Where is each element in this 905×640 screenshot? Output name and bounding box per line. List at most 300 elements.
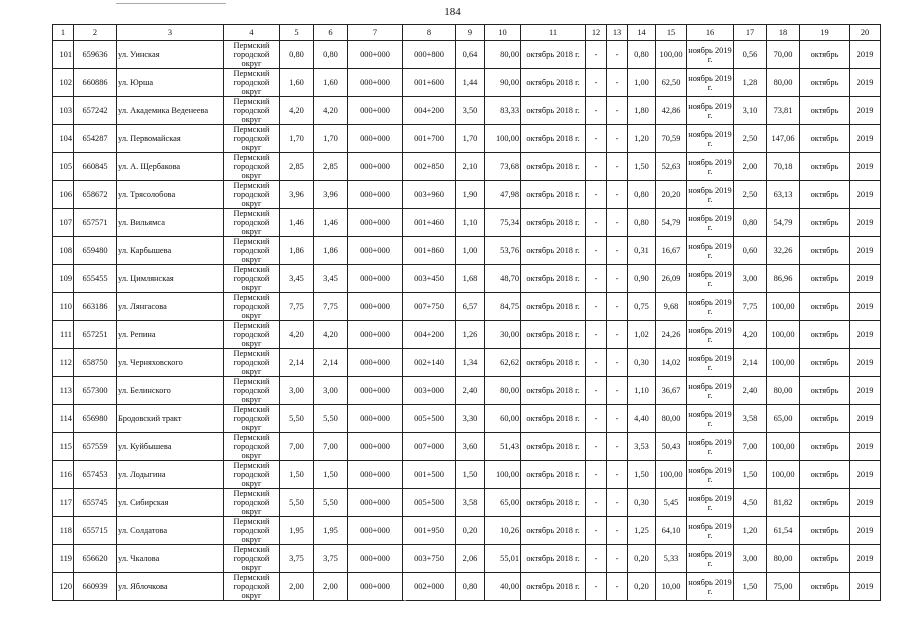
table-cell: 14,02 [656,349,687,377]
table-cell: 5,50 [280,405,314,433]
table-cell: - [607,545,628,573]
table-cell: 7,75 [280,293,314,321]
table-cell: 003+960 [403,181,456,209]
table-cell: 42,86 [656,97,687,125]
table-cell: 3,45 [280,265,314,293]
table-cell: 2,10 [456,153,485,181]
table-cell: 004+200 [403,321,456,349]
table-cell: 1,28 [734,69,767,97]
table-cell: 2,14 [734,349,767,377]
table-cell: 1,20 [734,517,767,545]
table-row [53,349,881,377]
table-cell: 55,01 [485,545,521,573]
table-cell: - [586,293,607,321]
table-cell: 105 [53,153,74,181]
table-cell: 3,00 [734,545,767,573]
table-cell: 7,75 [314,293,348,321]
table-cell: 3,30 [456,405,485,433]
table-cell: 54,79 [767,209,800,237]
table-cell: 003+450 [403,265,456,293]
table-cell: ул. Лянгасова [117,293,224,321]
table-cell: 3,00 [734,265,767,293]
table-cell: 1,44 [456,69,485,97]
table-cell: ноябрь 2019 г. [687,377,734,405]
table-cell: 1,46 [314,209,348,237]
table-cell: ул. Первомайская [117,125,224,153]
table-cell: 655455 [74,265,117,293]
table-cell: 2019 [850,573,881,601]
table-cell: 100,00 [767,293,800,321]
table-cell: 001+500 [403,461,456,489]
table-cell: - [607,237,628,265]
table-cell: Пермский городской округ [224,125,280,153]
table-cell: 002+140 [403,349,456,377]
table-cell: - [607,265,628,293]
table-cell: 0,80 [628,41,656,69]
table-cell: - [607,461,628,489]
table-cell: октябрь 2018 г. [521,181,586,209]
table-cell: октябрь [800,545,850,573]
table-cell: 86,96 [767,265,800,293]
table-cell: ноябрь 2019 г. [687,489,734,517]
table-cell: ул. Куйбышева [117,433,224,461]
table-cell: октябрь 2018 г. [521,377,586,405]
table-row [53,545,881,573]
table-cell: ноябрь 2019 г. [687,293,734,321]
column-header: 3 [117,25,224,41]
table-cell: - [586,517,607,545]
table-cell: 0,30 [628,489,656,517]
table-cell: Пермский городской округ [224,461,280,489]
table-row [53,573,881,601]
table-row [53,321,881,349]
table-row [53,433,881,461]
table-cell: - [586,181,607,209]
table-cell: октябрь 2018 г. [521,545,586,573]
table-cell: - [586,433,607,461]
table-cell: ноябрь 2019 г. [687,69,734,97]
table-cell: - [586,461,607,489]
table-cell: 002+850 [403,153,456,181]
table-cell: - [607,377,628,405]
table-cell: 3,45 [314,265,348,293]
table-cell: ул. Черняховского [117,349,224,377]
table-cell: 1,10 [628,377,656,405]
table-cell: 5,50 [280,489,314,517]
table-cell: 1,25 [628,517,656,545]
table-cell: 110 [53,293,74,321]
table-cell: октябрь [800,153,850,181]
table-row [53,405,881,433]
table-cell: 658750 [74,349,117,377]
table-cell: 2,50 [734,181,767,209]
table-cell: 2019 [850,153,881,181]
table-cell: 1,60 [314,69,348,97]
table-cell: 1,50 [456,461,485,489]
table-cell: 000+000 [348,377,403,405]
table-row [53,125,881,153]
table-cell: 2,00 [280,573,314,601]
table-cell: 51,43 [485,433,521,461]
table-cell: Пермский городской округ [224,433,280,461]
table-cell: 1,46 [280,209,314,237]
column-header: 2 [74,25,117,41]
table-cell: 000+000 [348,349,403,377]
table-cell: 000+000 [348,181,403,209]
table-cell: ул. Белинского [117,377,224,405]
table-cell: - [607,97,628,125]
table-cell: ноябрь 2019 г. [687,461,734,489]
table-cell: 2,14 [280,349,314,377]
table-cell: 60,00 [485,405,521,433]
table-cell: 1,95 [280,517,314,545]
table-cell: 000+000 [348,69,403,97]
table-cell: октябрь 2018 г. [521,41,586,69]
table-cell: 001+860 [403,237,456,265]
table-cell: 3,75 [314,545,348,573]
table-cell: октябрь 2018 г. [521,573,586,601]
table-cell: 118 [53,517,74,545]
table-cell: 1,80 [628,97,656,125]
table-body [53,41,881,601]
table-cell: ул. А. Щербакова [117,153,224,181]
table-cell: ноябрь 2019 г. [687,545,734,573]
table-cell: ноябрь 2019 г. [687,41,734,69]
table-cell: 1,68 [456,265,485,293]
table-cell: 657251 [74,321,117,349]
column-header: 14 [628,25,656,41]
table-cell: ноябрь 2019 г. [687,97,734,125]
table-cell: 003+000 [403,377,456,405]
table-cell: 102 [53,69,74,97]
table-cell: 655745 [74,489,117,517]
table-cell: - [586,41,607,69]
table-cell: 2019 [850,237,881,265]
table-cell: ноябрь 2019 г. [687,517,734,545]
table-cell: 5,45 [656,489,687,517]
table-cell: - [586,209,607,237]
table-cell: 0,20 [628,573,656,601]
table-cell: Пермский городской округ [224,489,280,517]
table-cell: октябрь [800,433,850,461]
column-header: 7 [348,25,403,41]
table-row [53,293,881,321]
table-cell: 001+950 [403,517,456,545]
table-cell: 104 [53,125,74,153]
table-cell: Пермский городской округ [224,265,280,293]
table-cell: октябрь [800,349,850,377]
table-cell: - [586,349,607,377]
table-cell: 101 [53,41,74,69]
table-cell: октябрь [800,181,850,209]
table-cell: ул. Лодыгина [117,461,224,489]
table-cell: 50,43 [656,433,687,461]
table-cell: 3,50 [456,97,485,125]
table-cell: 0,20 [628,545,656,573]
table-row [53,69,881,97]
table-cell: 70,18 [767,153,800,181]
column-header: 6 [314,25,348,41]
table-cell: 660845 [74,153,117,181]
table-cell: 4,40 [628,405,656,433]
table-cell: - [586,405,607,433]
table-cell: 2019 [850,293,881,321]
table-cell: Пермский городской округ [224,209,280,237]
table-cell: - [607,69,628,97]
table-cell: 52,63 [656,153,687,181]
table-cell: 1,70 [314,125,348,153]
table-cell: октябрь [800,237,850,265]
table-cell: 001+460 [403,209,456,237]
table-cell: 1,10 [456,209,485,237]
table-cell: 000+000 [348,573,403,601]
table-cell: 24,26 [656,321,687,349]
table-cell: 657571 [74,209,117,237]
table-cell: октябрь [800,69,850,97]
table-cell: - [607,209,628,237]
table-cell: 26,09 [656,265,687,293]
table-cell: 657559 [74,433,117,461]
table-cell: 81,82 [767,489,800,517]
table-cell: октябрь 2018 г. [521,237,586,265]
table-cell: 000+000 [348,433,403,461]
column-header: 16 [687,25,734,41]
table-cell: 119 [53,545,74,573]
table-cell: - [586,69,607,97]
table-cell: 6,57 [456,293,485,321]
table-cell: 1,60 [280,69,314,97]
table-cell: 0,30 [628,349,656,377]
table-cell: 103 [53,97,74,125]
table-cell: 63,13 [767,181,800,209]
table-cell: 657453 [74,461,117,489]
table-cell: ул. Яблочкова [117,573,224,601]
table-cell: 005+500 [403,405,456,433]
table-cell: 1,02 [628,321,656,349]
table-cell: 80,00 [485,41,521,69]
table-cell: 4,20 [280,97,314,125]
table-cell: 3,75 [280,545,314,573]
table-cell: 1,90 [456,181,485,209]
table-cell: 000+000 [348,293,403,321]
table-cell: ул. Солдатова [117,517,224,545]
table-cell: 007+000 [403,433,456,461]
table-cell: ул. Сибирская [117,489,224,517]
table-cell: 002+000 [403,573,456,601]
table-cell: 656980 [74,405,117,433]
table-cell: октябрь 2018 г. [521,153,586,181]
table-cell: октябрь [800,461,850,489]
table-cell: 2019 [850,41,881,69]
column-header: 5 [280,25,314,41]
table-cell: 2019 [850,265,881,293]
table-cell: 000+000 [348,321,403,349]
table-cell: Пермский городской округ [224,69,280,97]
table-cell: октябрь [800,265,850,293]
table-cell: 0,75 [628,293,656,321]
table-cell: 116 [53,461,74,489]
table-cell: октябрь 2018 г. [521,265,586,293]
table-cell: 003+750 [403,545,456,573]
table-cell: Пермский городской округ [224,321,280,349]
table-cell: 80,00 [767,377,800,405]
roads-table [52,24,881,601]
table-cell: ноябрь 2019 г. [687,349,734,377]
table-cell: 80,00 [485,377,521,405]
table-cell: - [586,237,607,265]
table-cell: Пермский городской округ [224,517,280,545]
table-cell: Пермский городской округ [224,377,280,405]
table-cell: 1,86 [314,237,348,265]
table-cell: - [586,125,607,153]
table-cell: Пермский городской округ [224,405,280,433]
table-cell: 117 [53,489,74,517]
table-cell: 1,34 [456,349,485,377]
table-row [53,209,881,237]
table-cell: 5,50 [314,489,348,517]
table-cell: 3,00 [280,377,314,405]
table-cell: 54,79 [656,209,687,237]
table-cell: - [607,125,628,153]
table-cell: 1,00 [628,69,656,97]
table-cell: октябрь 2018 г. [521,321,586,349]
table-cell: 655715 [74,517,117,545]
table-cell: Бродовский тракт [117,405,224,433]
table-cell: ноябрь 2019 г. [687,405,734,433]
table-cell: ноябрь 2019 г. [687,181,734,209]
table-cell: 1,50 [734,573,767,601]
table-cell: 61,54 [767,517,800,545]
table-row [53,265,881,293]
column-header: 19 [800,25,850,41]
table-cell: 7,75 [734,293,767,321]
table-cell: ул. Чкалова [117,545,224,573]
table-cell: октябрь 2018 г. [521,125,586,153]
column-header: 8 [403,25,456,41]
table-cell: 0,80 [628,209,656,237]
table-cell: 1,50 [280,461,314,489]
table-cell: - [607,181,628,209]
table-cell: ноябрь 2019 г. [687,265,734,293]
table-row [53,377,881,405]
table-cell: 4,20 [734,321,767,349]
table-cell: 000+000 [348,237,403,265]
table-cell: 001+700 [403,125,456,153]
table-row [53,181,881,209]
table-cell: 007+750 [403,293,456,321]
table-cell: 2019 [850,517,881,545]
table-cell: - [586,573,607,601]
table-cell: 64,10 [656,517,687,545]
table-cell: октябрь [800,41,850,69]
table-cell: 2019 [850,545,881,573]
table-cell: 660939 [74,573,117,601]
table-cell: Пермский городской округ [224,181,280,209]
table-cell: 53,76 [485,237,521,265]
column-header: 15 [656,25,687,41]
table-cell: 3,53 [628,433,656,461]
table-cell: 000+000 [348,41,403,69]
table-cell: 32,26 [767,237,800,265]
table-cell: 000+000 [348,489,403,517]
table-cell: 107 [53,209,74,237]
table-cell: 2019 [850,321,881,349]
table-cell: 83,33 [485,97,521,125]
table-cell: 000+000 [348,97,403,125]
table-cell: 4,20 [280,321,314,349]
table-cell: октябрь 2018 г. [521,293,586,321]
table-cell: - [586,545,607,573]
table-cell: Пермский городской округ [224,293,280,321]
table-cell: 1,20 [628,125,656,153]
table-cell: - [586,489,607,517]
table-cell: 75,00 [767,573,800,601]
table-cell: октябрь [800,405,850,433]
table-cell: 0,31 [628,237,656,265]
table-cell: ноябрь 2019 г. [687,125,734,153]
table-cell: 000+000 [348,209,403,237]
table-cell: 109 [53,265,74,293]
table-row [53,97,881,125]
table-cell: 2019 [850,405,881,433]
page-number: 184 [444,6,461,18]
table-cell: октябрь [800,97,850,125]
table-cell: 0,80 [628,181,656,209]
table-cell: 2019 [850,69,881,97]
column-header: 11 [521,25,586,41]
table-cell: 73,81 [767,97,800,125]
table-cell: 114 [53,405,74,433]
table-cell: 111 [53,321,74,349]
table-cell: 10,26 [485,517,521,545]
column-header: 13 [607,25,628,41]
table-cell: 36,67 [656,377,687,405]
table-cell: 1,00 [456,237,485,265]
column-header: 20 [850,25,881,41]
table-cell: ноябрь 2019 г. [687,209,734,237]
table-cell: 0,20 [456,517,485,545]
table-row [53,237,881,265]
table-cell: 0,90 [628,265,656,293]
table-cell: 1,50 [734,461,767,489]
table-cell: 30,00 [485,321,521,349]
table-cell: ноябрь 2019 г. [687,153,734,181]
table-cell: октябрь [800,517,850,545]
table-cell: Пермский городской округ [224,237,280,265]
table-cell: - [607,573,628,601]
table-cell: 2019 [850,349,881,377]
table-cell: 1,95 [314,517,348,545]
table-cell: - [607,433,628,461]
table-cell: 000+000 [348,517,403,545]
table-cell: 70,59 [656,125,687,153]
column-header: 4 [224,25,280,41]
table-cell: 115 [53,433,74,461]
table-cell: 100,00 [485,125,521,153]
table-cell: октябрь [800,377,850,405]
table-cell: Пермский городской округ [224,41,280,69]
table-cell: 3,58 [734,405,767,433]
table-cell: 65,00 [485,489,521,517]
table-cell: 000+000 [348,461,403,489]
table-cell: 000+000 [348,125,403,153]
table-cell: - [586,321,607,349]
table-cell: 1,50 [314,461,348,489]
table-cell: 1,70 [280,125,314,153]
table-cell: 7,00 [280,433,314,461]
table-cell: 113 [53,377,74,405]
table-cell: 147,06 [767,125,800,153]
